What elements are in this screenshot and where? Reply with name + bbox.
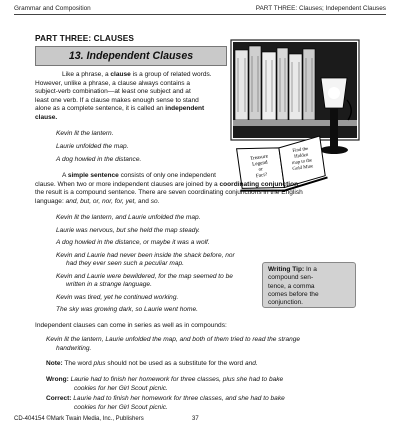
running-header-right: PART THREE: Clauses; Independent Clauses: [255, 5, 386, 12]
example-2: Laurie unfolded the map.: [56, 143, 129, 150]
intro-line-6: clause.: [35, 113, 58, 121]
writing-tip-line-4: comes before the: [268, 290, 319, 298]
simple-line-2: clause. When two or more independent clauses are joined by a coordinating conjunction,: [35, 180, 300, 188]
lesson-title: 13. Independent Clauses: [68, 50, 194, 62]
compound-example-3: A dog howled in the distance, or maybe it was a wolf.: [56, 239, 210, 246]
compound-example-4a: Kevin and Laurie had never been inside the shack before, nor: [56, 251, 235, 259]
intro-line-3: subject-verb combination—at least one subject and at: [35, 88, 191, 95]
intro-line-2: However, unlike a phrase, a clause always contains a: [35, 79, 191, 87]
header-rule: [14, 14, 386, 15]
writing-tip-line-3: tence, a comma: [268, 282, 315, 290]
wrong-line-2: cookies for her Girl Scout picnic.: [74, 384, 168, 392]
compound-example-1: Kevin lit the lantern, and Laurie unfolded the map.: [56, 214, 201, 221]
page-number: 37: [192, 416, 199, 422]
book-text-find: Find the: [292, 146, 309, 154]
book-text-or: or: [258, 166, 264, 173]
compound-example-2: Laurie was nervous, but she held the map steady.: [56, 226, 200, 234]
compound-example-4b: had they ever seen such a peculiar map.: [66, 260, 184, 267]
series-example-line-2: handwriting.: [56, 344, 92, 352]
note-line: Note: The word plus should not be used as a substitute for the word and.: [46, 360, 258, 367]
compound-example-6: Kevin was tired, yet he continued working.: [56, 293, 179, 301]
writing-tip-line-2: compound sen-: [268, 274, 314, 282]
book-text-fact: Fact?: [255, 171, 268, 180]
simple-line-1: A simple sentence consists of only one independent: [62, 172, 216, 179]
compound-example-7: The sky was growing dark, so Laurie went home.: [56, 306, 198, 313]
example-3: A dog howled in the distance.: [56, 156, 142, 163]
series-example-line-1: Kevin lit the lantern, Laurie unfolded the map, and both of them tried to read the strange: [46, 336, 301, 343]
running-header-left: Grammar and Composition: [14, 5, 91, 12]
books-and-lantern-illustration: [229, 38, 361, 195]
compound-example-5b: written in a strange language.: [66, 281, 152, 288]
book-text-treasure: Treasure: [249, 153, 269, 162]
book-text-map: map to the: [291, 158, 313, 167]
writing-tip-line-5: conjunction.: [268, 299, 303, 307]
book-text-legend: Legend: [251, 159, 269, 168]
compound-example-5a: Kevin and Laurie were bewildered, for the map seemed to be: [56, 272, 233, 280]
simple-line-3: the result is a compound sentence. There are seven coordinating conjunctions in the English: [35, 189, 303, 196]
example-1: Kevin lit the lantern.: [56, 130, 114, 137]
wrong-line-1: Wrong: Laurie had to finish her homework for three classes, plus she had to bake: [46, 376, 284, 383]
intro-line-5: alone as a complete sentence, it is called an independent: [35, 105, 205, 112]
footer-copyright: CD-404154 ©Mark Twain Media, Inc., Publishers: [14, 416, 144, 422]
lesson-title-bar: [35, 46, 227, 66]
simple-line-4: language: and, but, or, nor, for, yet, and so.: [35, 197, 160, 205]
shelf-board: [233, 120, 357, 126]
correct-line-1: Correct: Laurie had to finish her homework for three classes, and she had to bake: [46, 395, 285, 402]
correct-line-2: cookies for her Girl Scout picnic.: [74, 403, 168, 411]
intro-line-4: least one verb. If a clause makes enough sense to stand: [35, 96, 199, 104]
book-text-gold: Gold Mine: [292, 164, 314, 173]
part-heading: PART THREE: CLAUSES: [35, 33, 135, 43]
series-sentence: Independent clauses can come in series as well as in compounds:: [35, 322, 227, 329]
intro-line-1: Like a phrase, a clause is a group of related words.: [62, 71, 212, 78]
book-row: [235, 46, 315, 120]
book-text-hidden: Hidden: [293, 152, 309, 160]
writing-tip-box: [262, 262, 356, 308]
writing-tip-line-1: Writing Tip: In a: [268, 266, 317, 273]
